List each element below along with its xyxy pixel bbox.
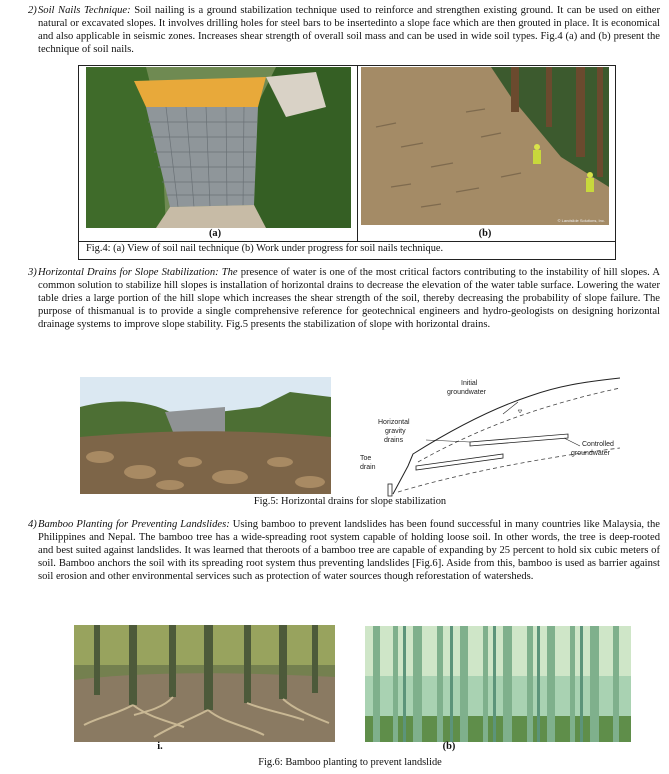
section-number: 4) (28, 519, 37, 530)
section-number: 2) (28, 5, 37, 16)
section-soil-nails (8, 4, 660, 56)
fig6-label-b: (b) (442, 741, 456, 752)
soil-nail-workers-image (361, 67, 609, 225)
label-gravity: gravity (385, 428, 406, 435)
fig4-label-a: (a) (208, 228, 222, 239)
label-initial-groundwater: groundwater (447, 389, 486, 396)
section-text: presence of water is one of the most critical factors contributing to the instability of hill slopes. A common solution to stabilize hill slopes is installation of horizontal drains to decrease the elevation of the water table surface. Lowering the water table dries a large portion of the hill slope which increases the shear strength of the soil, thereby decreasing the probability of slope failure. The purpose of thismanual is to provide a single comprehensive reference for geotechnical engineers and hydro-geologists on designing horizontal drainage systems to improve slope stability. Fig.5 presents the stabilization of slope with horizontal drains. (38, 267, 660, 331)
fig5-caption: Fig.5: Horizontal drains for slope stabilization (253, 496, 447, 507)
label-initial: Initial (461, 380, 478, 387)
section-title: Soil Nails Technique: (38, 5, 131, 16)
section-horizontal-drains (8, 266, 660, 331)
soil-nail-wall-image (86, 67, 351, 228)
label-toe-drain: drain (360, 464, 376, 471)
section-text: Soil nailing is a ground stabilization technique used to reinforce and strengthen existing ground. It can be used on either natural or excavated slopes. It involves drilling holes for steel bars to be insertedinto a slope face which are then grouted in place. It is economical and also applicable in seismic zones. Increases shear strength of overall soil mass and can be used in wide soil types. Fig.4 (a) and (b) present the technique of soil nails. (38, 5, 660, 56)
section-title: Bamboo Planting for Preventing Landslides: (38, 519, 230, 530)
fig6-label-i: i. (157, 741, 163, 752)
soil-nail-wall-photo (86, 67, 351, 228)
section-paragraph (38, 518, 660, 583)
soil-nail-workers-photo (361, 67, 609, 225)
bamboo-roots-photo (74, 625, 335, 742)
label-horizontal: Horizontal (378, 419, 410, 426)
section-bamboo-planting (8, 518, 660, 583)
photo-watermark: © Landslide Solutions, Inc. (557, 218, 605, 223)
label-controlled: Controlled (582, 441, 614, 448)
bamboo-roots-image (74, 625, 335, 742)
drain-diagram-svg (358, 374, 620, 498)
horizontal-drain-slope-photo (80, 377, 331, 494)
label-controlled-groundwater: groundwater (571, 450, 610, 457)
horizontal-drain-slope-image (80, 377, 331, 494)
section-number: 3) (28, 267, 37, 278)
label-toe: Toe (360, 455, 372, 462)
bamboo-forest-photo (365, 626, 631, 742)
label-drains: drains (384, 437, 404, 444)
section-paragraph (38, 4, 660, 56)
fig4-caption: Fig.4: (a) View of soil nail technique (b) Work under progress for soil nails technique. (86, 243, 444, 254)
fig6-caption: Fig.6: Bamboo planting to prevent landslide (258, 757, 442, 768)
section-paragraph (38, 266, 660, 331)
horizontal-drain-diagram (358, 374, 620, 498)
section-text: Using bamboo to prevent landslides has been found successful in many countries like Malaysia, the Philippines and Nepal. The bamboo tree has a wide-spreading root system capable of holding loose soil. In other words, the tree is deep-rooted and best suited against landslides. It was learned that theroots of a bamboo tree are capable of expanding by 25 percent to hold six cubic meters of soil. Bamboo anchors the soil with its spreading root system thus preventing landslides [Fig.6]. Aside from this, bamboo is used as barrier against soil erosion and other environmental services such as protection of water sources though reforestation of watersheds. (38, 519, 660, 583)
fig4-label-b: (b) (478, 228, 492, 239)
section-title: Horizontal Drains for Slope Stabilization: The (38, 267, 238, 278)
bamboo-forest-image (365, 626, 631, 742)
